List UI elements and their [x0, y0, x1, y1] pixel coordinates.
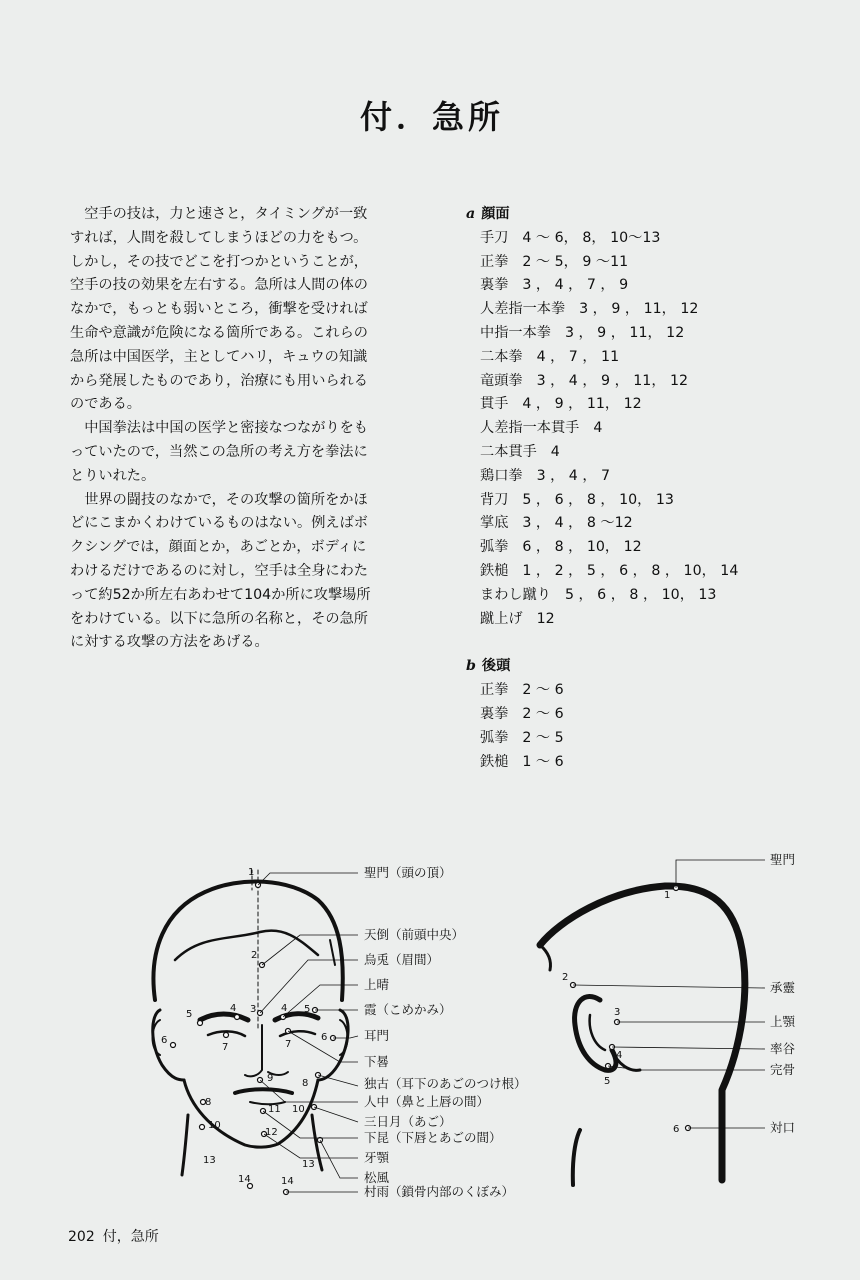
list-item: 弧拳 6 ， 8 ， 10， 12: [480, 539, 642, 556]
label-shorei: 承靈: [770, 980, 796, 995]
svg-text:13: 13: [203, 1155, 216, 1166]
svg-text:4: 4: [281, 1003, 288, 1014]
svg-text:14: 14: [281, 1176, 294, 1187]
svg-text:5: 5: [304, 1004, 311, 1015]
svg-text:3: 3: [250, 1004, 257, 1015]
list-item: 背刀 5 ， 6 ， 8 ， 10， 13: [480, 491, 674, 508]
svg-text:6: 6: [321, 1032, 328, 1043]
intro-text: [70, 203, 376, 655]
page-number: 202: [68, 1229, 95, 1245]
list-item: 竜頭拳 3 ， 4 ， 9 ， 11， 12: [480, 372, 689, 389]
list-item: 弧拳 2 ～ 5: [480, 729, 564, 746]
label-kaei: 下晷: [364, 1054, 390, 1069]
svg-text:6: 6: [161, 1035, 168, 1046]
label-uto: 烏兎（眉間）: [364, 952, 440, 967]
list-item: 裏拳 2 ～ 6: [480, 705, 564, 722]
list-item: 鉄槌 1 ～ 6: [480, 753, 564, 770]
paragraph: 世界の闘技のなかで，その攻撃の箇所をかほどにこまかくわけているものはない。例えばボクシングでは，顔面とか，あごとか，ボディにわけるだけであるのに対し，空手は全身にわたって約52か所左右あわせて104か所に攻撃場所をわけている。以下に急所の名称と，その急所に対する攻撃の方法をあげる。: [70, 491, 371, 651]
list-item: 人差指一本拳 3 ， 9 ， 11， 12: [480, 301, 699, 318]
side-point-numbers: [562, 890, 679, 1135]
label-kasumi: 霞（こめかみ）: [364, 1002, 452, 1017]
label-jinchu: 人中（鼻と上唇の間）: [364, 1094, 490, 1109]
page-title: 付．急所: [360, 98, 505, 136]
list-item: 人差指一本貫手 4: [480, 420, 603, 437]
paragraph: 中国拳法は中国の医学と密接なつながりをもっていたので，当然この急所の考え方を拳法にとりいれた。: [70, 420, 368, 484]
list-item: 二本貫手 4: [480, 443, 560, 460]
paragraph: 空手の技は，力と速さと，タイミングが一致すれば，人間を殺してしまうほどの力をもつ。しかし，その技でどこを打つかということが，空手の技の効果を左右する。急所は人間の体のなかで，もっとも弱いところ，衝撃を受ければ生命や意識が危険になる箇所である。これらの急所は中国医学，主としてハリ，キュウの知識から発展したものであり，治療にも用いられるのである。: [70, 206, 368, 413]
footer-text: 付，急所: [102, 1229, 159, 1245]
svg-text:5: 5: [186, 1009, 193, 1020]
svg-text:9: 9: [267, 1073, 274, 1084]
label-gekon: 下昆（下唇とあごの間）: [364, 1130, 502, 1145]
svg-text:1: 1: [664, 890, 671, 901]
label-murasame: 村雨（鎖骨内部のくぼみ）: [364, 1184, 515, 1199]
side-points: [571, 886, 691, 1131]
page-footer: [68, 1226, 159, 1246]
svg-text:3: 3: [614, 1007, 621, 1018]
list-item: 蹴上げ 12: [480, 610, 555, 627]
svg-text:1: 1: [248, 867, 255, 878]
list-item: 掌底 3 ， 4 ， 8 ～12: [480, 515, 633, 532]
label-kankotsu: 完骨: [770, 1062, 796, 1077]
side-head-figure: [540, 886, 745, 1185]
front-point-labels: [364, 865, 527, 1199]
svg-text:4: 4: [616, 1050, 623, 1061]
label-dokko: 独古（耳下のあごのつけ根）: [364, 1076, 527, 1091]
svg-text:10: 10: [292, 1104, 305, 1115]
label-matsukaze: 松風: [364, 1170, 390, 1185]
label-mikazuki: 三日月（あご）: [364, 1114, 452, 1129]
list-item: 貫手 4 ， 9 ， 11， 12: [480, 396, 642, 413]
svg-text:7: 7: [285, 1039, 292, 1050]
svg-text:6: 6: [673, 1124, 680, 1135]
vital-points-diagram: [0, 840, 860, 1220]
label-jogaku: 上顎: [770, 1014, 796, 1029]
svg-text:2: 2: [251, 950, 258, 961]
list-item: 中指一本拳 3 ， 9 ， 11， 12: [480, 324, 685, 341]
section-heading-b: b 後頭: [466, 658, 511, 675]
side-point-labels: [770, 852, 796, 1135]
label-josei: 上晴: [364, 977, 390, 992]
list-item: 手刀 4 ～ 6， 8， 10～13: [480, 229, 661, 246]
label-tento: 天倒（前頭中央）: [364, 927, 465, 942]
list-item: 二本拳 4 ， 7 ， 11: [480, 348, 620, 365]
list-item: 正拳 2 ～ 5， 9 ～11: [480, 253, 629, 270]
svg-text:7: 7: [222, 1042, 229, 1053]
label-gagaku: 牙顎: [364, 1150, 390, 1165]
technique-list: [466, 203, 846, 774]
svg-text:2: 2: [562, 972, 569, 983]
label-jimon: 耳門: [364, 1028, 390, 1043]
svg-text:14: 14: [238, 1174, 251, 1185]
svg-text:5: 5: [604, 1076, 611, 1087]
list-item: まわし蹴り 5 ， 6 ， 8 ， 10， 13: [480, 586, 717, 603]
label-seimon: 聖門（頭の頂）: [364, 865, 452, 880]
svg-text:12: 12: [265, 1127, 278, 1138]
svg-text:11: 11: [268, 1104, 281, 1115]
section-heading-a: a 顔面: [466, 206, 510, 222]
label-sokkoku: 率谷: [770, 1041, 796, 1056]
list-item: 裏拳 3 ， 4 ， 7 ， 9: [480, 277, 629, 294]
front-face-figure: [153, 870, 349, 1175]
label-seimon-side: 聖門: [770, 852, 796, 867]
svg-text:8: 8: [205, 1097, 212, 1108]
label-taiko: 対口: [770, 1120, 796, 1135]
svg-text:4: 4: [230, 1003, 237, 1014]
list-item: 正拳 2 ～ 6: [480, 682, 564, 699]
svg-text:8: 8: [302, 1078, 309, 1089]
svg-text:13: 13: [302, 1159, 315, 1170]
list-item: 鉄槌 1 ， 2 ， 5 ， 6 ， 8 ， 10， 14: [480, 562, 739, 579]
list-item: 鶏口拳 3 ， 4 ， 7: [480, 467, 611, 484]
svg-text:10: 10: [208, 1120, 221, 1131]
